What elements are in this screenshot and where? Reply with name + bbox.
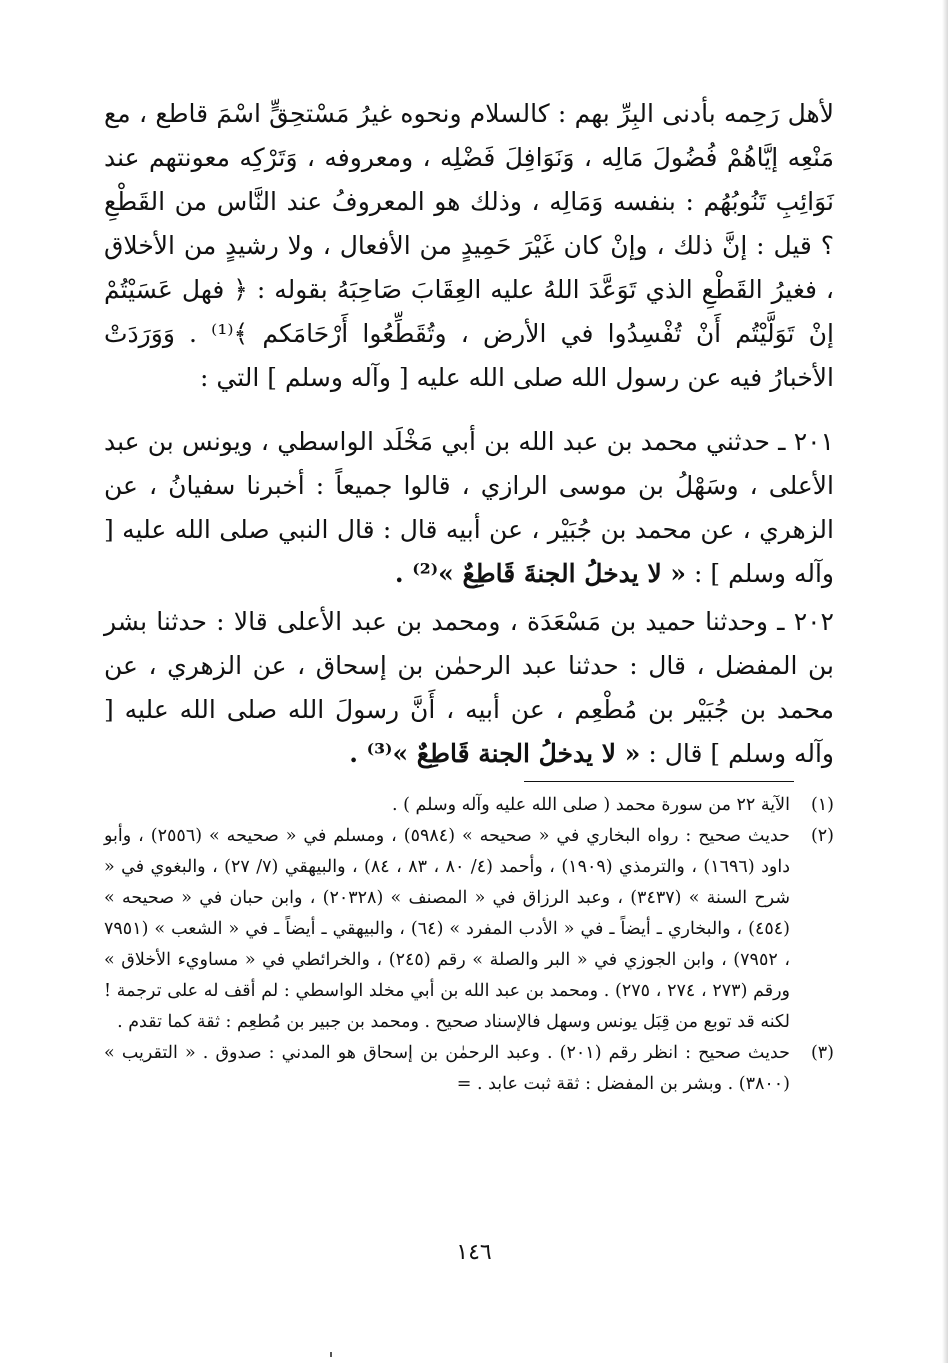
- footnote-separator: [524, 781, 794, 782]
- footnote-number: (٢): [810, 826, 834, 846]
- hadith-201-matn: « لا يدخلُ الجنةَ قَاطِعٌ »⁽²⁾ .: [394, 559, 687, 588]
- footnote-1: [104, 790, 834, 821]
- paragraph-intro: لأهل رَحِمه بأدنى البِرِّ بهم : كالسلام ونحوه غيرُ مَسْتحِقٍّ اسْمَ قاطع ، مع مَنْعِه إيَّاهُمْ فُضُولَ مَالِه ، وَنَوَافِلَ فَضْلِه ، ومعروفه ، وَتَرْكِه معونتهم عند نَوَائِبِ تَنُوبُهُم : بنفسه وَمَالِه ، وذلك هو المعروفُ عند النَّاس من القَطْعِ ؟ قيل : إنَّ ذلك ، وإنْ كان غَيْرَ حَمِيدٍ من الأفعال ، ولا رشيدٍ من الأخلاق ، فغيرُ القَطْعِ الذي تَوَعَّدَ اللهُ عليه العِقَابَ صَاحِبَهُ بقوله : ﴿ فهل عَسَيْتُمْ إنْ تَوَلَّيْتُم أَنْ تُفْسِدُوا في الأرض ، وتُقَطِّعُوا أَرْحَامَكم ﴾⁽¹⁾ . وَوَرَدَتْ الأخبارُ فيه عن رسول الله صلى الله عليه [ وآله وسلم ] التي :: [104, 99, 834, 392]
- hadith-202: [104, 600, 834, 776]
- footnote-text: حديث صحيح : انظر رقم (٢٠١) . وعبد الرحمٰن بن إسحاق هو المدني : صدوق . « التقريب » (٣٨٠٠) . وبشر بن المفضل : ثقة ثبت عابد . =: [104, 1043, 790, 1094]
- scan-edge-shadow: [942, 0, 948, 1363]
- hadith-201-isnad: ٢٠١ ـ حدثني محمد بن عبد الله بن أبي مَخْلَد الواسطي ، ويونس بن عبد الأعلى ، وسَهْلُ بن موسى الرازي ، قالوا جميعاً : أخبرنا سفيانُ ، عن الزهري ، عن محمد بن جُبَيْر ، عن أبيه قال : قال النبي صلى الله عليه [ وآله وسلم ] :: [104, 427, 834, 588]
- scan-speck: [330, 1352, 332, 1357]
- footnote-number: (١): [810, 795, 834, 815]
- footnote-2: [104, 821, 834, 1038]
- footnote-text: الآية ٢٢ من سورة محمد ( صلى الله عليه وآله وسلم ) .: [392, 795, 790, 815]
- hadith-202-isnad: ٢٠٢ ـ وحدثنا حميد بن مَسْعَدَة ، ومحمد بن عبد الأعلى قالا : حدثنا بشر بن المفضل ، قال : حدثنا عبد الرحمٰن بن إسحاق ، عن الزهري ، عن محمد بن جُبَيْر بن مُطْعِم ، عن أبيه ، أَنَّ رسولَ الله صلى الله عليه [ وآله وسلم ] قال :: [104, 607, 834, 768]
- footnote-number: (٣): [810, 1043, 834, 1063]
- page-number: ١٤٦: [456, 1240, 492, 1265]
- hadith-201: [104, 420, 834, 596]
- hadith-202-matn: « لا يدخلُ الجنة قَاطِعٌ »⁽³⁾ .: [349, 739, 641, 768]
- footnote-3: [104, 1038, 834, 1100]
- footnote-text: حديث صحيح : رواه البخاري في « صحيحه » (٥٩٨٤) ، ومسلم في « صحيحه » (٢٥٥٦) ، وأبو داود (١٦٩٦) ، والترمذي (١٩٠٩) ، وأحمد (٤/ ٨٠ ، ٨٣ ، ٨٤) ، والبيهقي (٧/ ٢٧) ، والبغوي في « شرح السنة » (٣٤٣٧) ، وعبد الرزاق في « المصنف » (٢٠٣٢٨) ، وابن حبان في « صحيحه » (٤٥٤) ، والبخاري ـ أيضاً ـ في « الأدب المفرد » (٦٤) ، والبيهقي ـ أيضاً ـ في « الشعب » (٧٩٥١ ، ٧٩٥٢) ، وابن الجوزي في « البر والصلة » رقم (٢٤٥) ، والخرائطي في « مساويء الأخلاق » ورقم (٢٧٣ ، ٢٧٤ ، ٢٧٥) . ومحمد بن عبد الله بن أبي مخلد الواسطي : لم أقف له على ترجمة ! لكنه قد توبع من قِبَل يونس وسهل فالإسناد صحيح . ومحمد بن جبير بن مُطعِم : ثقة كما تقدم .: [104, 826, 791, 1032]
- footnotes: [104, 790, 834, 1100]
